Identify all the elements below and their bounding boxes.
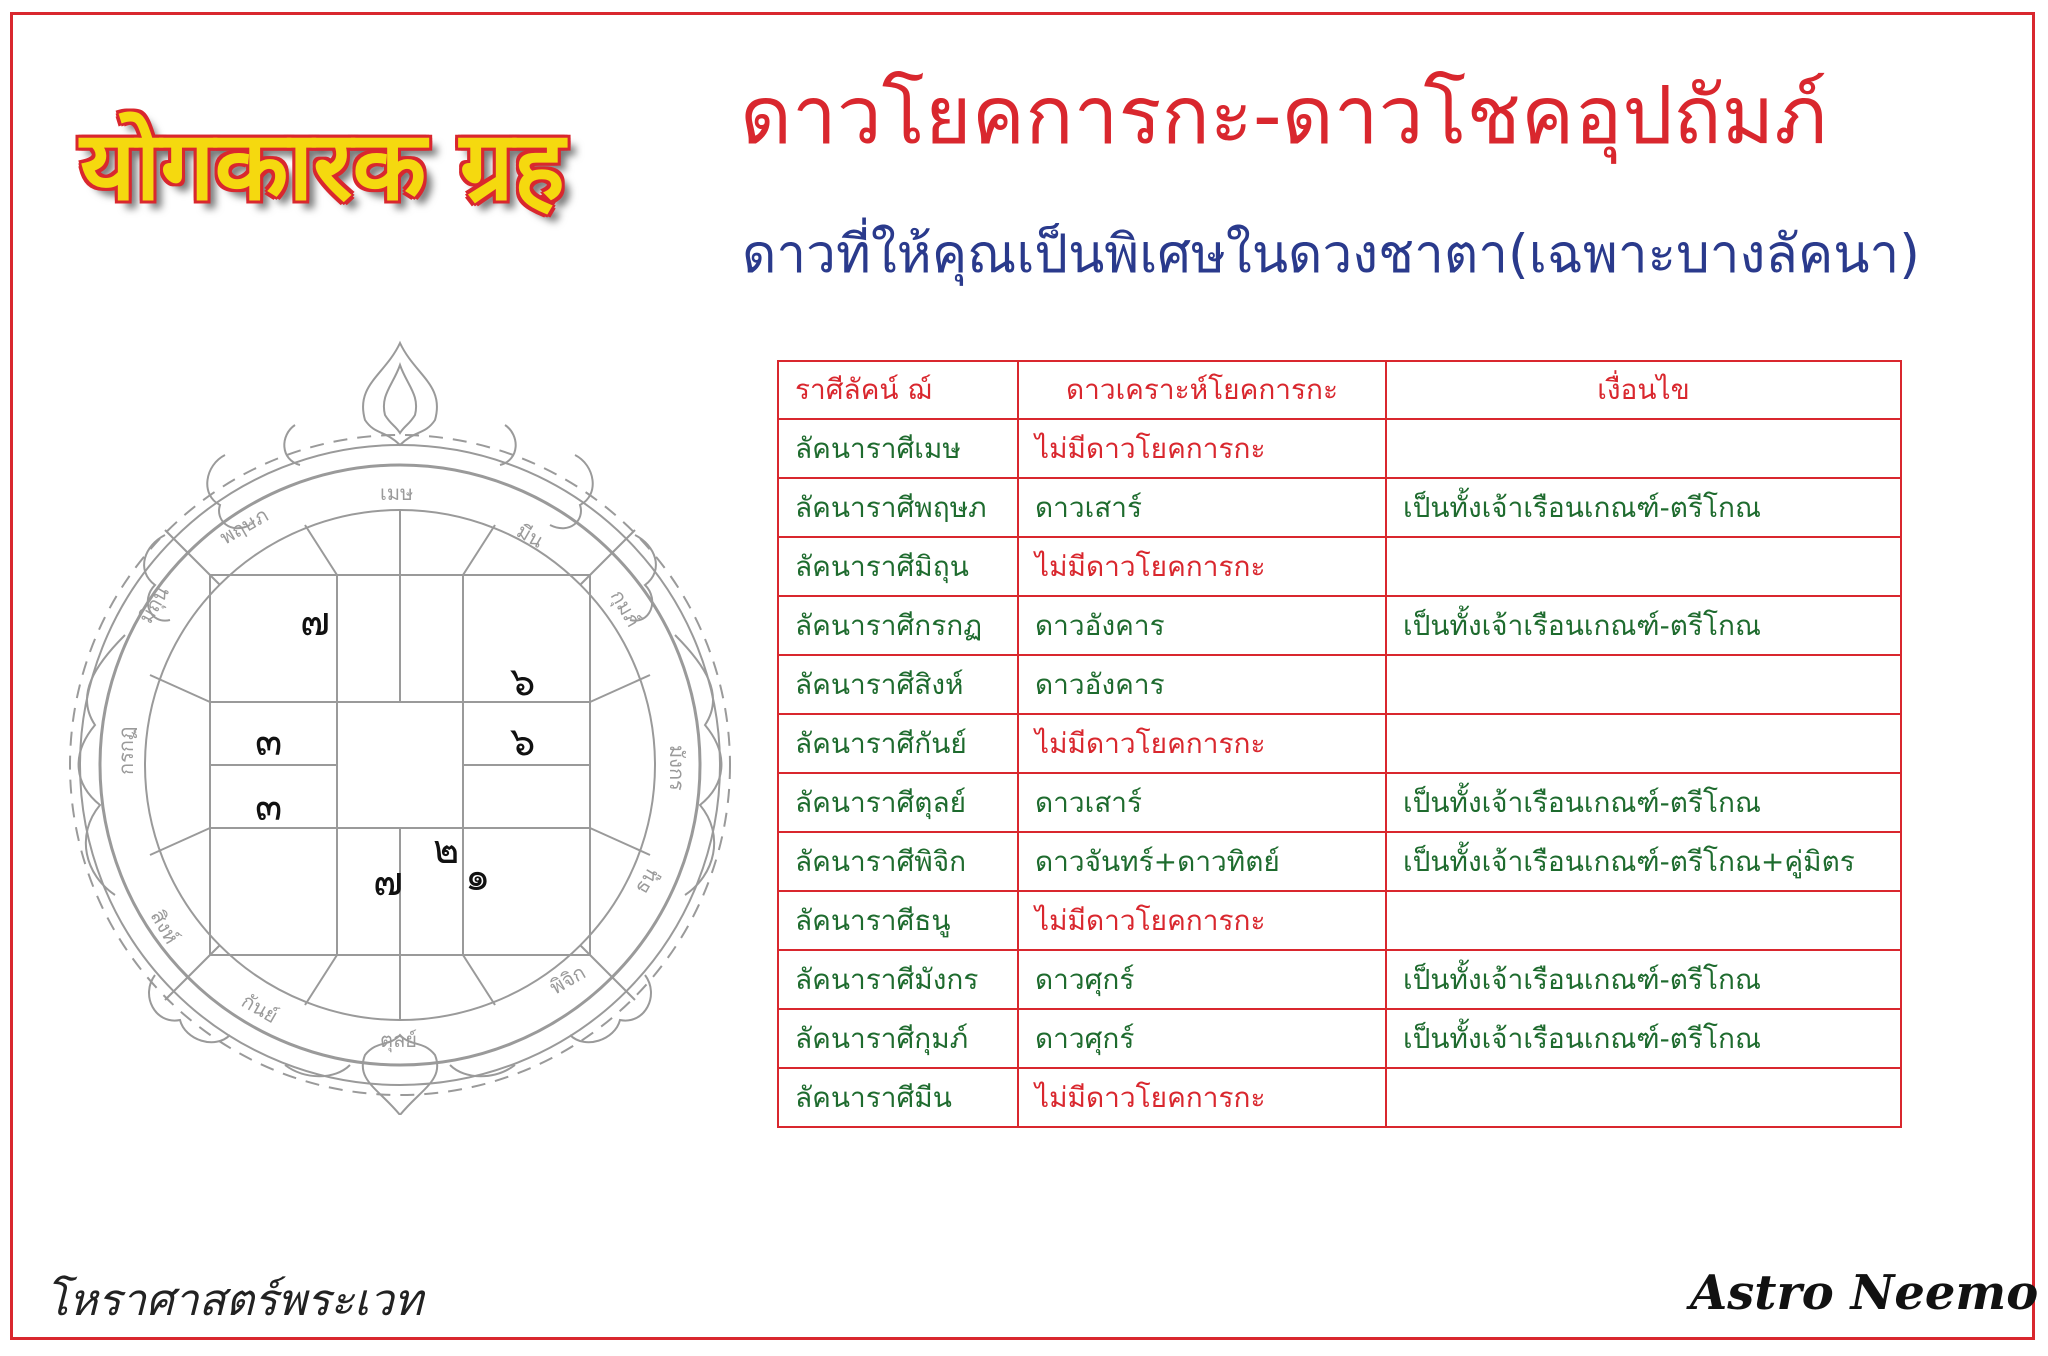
condition-cell <box>1386 714 1901 773</box>
table-row <box>778 773 1901 832</box>
rasi-label-mithuna: มิถุน <box>133 581 174 628</box>
condition-cell: เป็นทั้งเจ้าเรือนเกณฑ์-ตรีโกณ <box>1386 478 1901 537</box>
condition-cell: เป็นทั้งเจ้าเรือนเกณฑ์-ตรีโกณ <box>1386 773 1901 832</box>
house-number: ๒ <box>433 827 460 873</box>
footer-left-text: โหราศาสตร์พระเวท <box>45 1275 423 1326</box>
condition-cell <box>1386 537 1901 596</box>
planet-cell: ดาวอังคาร <box>1018 655 1386 714</box>
table-row <box>778 419 1901 478</box>
lagna-cell: ลัคนาราศีพิจิก <box>778 832 1018 891</box>
house-number: ๗ <box>373 859 404 905</box>
lagna-cell: ลัคนาราศีสิงห์ <box>778 655 1018 714</box>
table-row <box>778 1009 1901 1068</box>
table-row <box>778 478 1901 537</box>
table-header-row <box>778 361 1901 419</box>
table-row <box>778 714 1901 773</box>
table-row <box>778 950 1901 1009</box>
condition-cell <box>1386 655 1901 714</box>
lagna-cell: ลัคนาราศีกุมภ์ <box>778 1009 1018 1068</box>
rasi-label-mesha: เมษ <box>380 481 414 505</box>
yogakaraka-table <box>777 360 1902 1128</box>
lagna-cell: ลัคนาราศีกันย์ <box>778 714 1018 773</box>
rasi-label-simha: สิงห์ <box>145 905 185 948</box>
house-number: ๑ <box>465 854 491 900</box>
lagna-cell: ลัคนาราศีตุลย์ <box>778 773 1018 832</box>
house-number: ๗ <box>300 599 331 645</box>
rasi-label-vrischika: พิจิก <box>545 960 590 1000</box>
rasi-label-dhanu: ธนู <box>628 863 663 898</box>
rasi-label-tula: ตุลย์ <box>380 1028 417 1052</box>
house-number: ๓ <box>255 719 283 765</box>
rasi-label-kanya: กันย์ <box>237 988 282 1029</box>
lagna-cell: ลัคนาราศีมังกร <box>778 950 1018 1009</box>
lagna-cell: ลัคนาราศีพฤษภ <box>778 478 1018 537</box>
planet-cell: ไม่มีดาวโยคการกะ <box>1018 891 1386 950</box>
planet-cell: ดาวเสาร์ <box>1018 478 1386 537</box>
rasi-label-karkata: กรกฏ <box>114 726 138 775</box>
lagna-cell: ลัคนาราศีกรกฏ <box>778 596 1018 655</box>
lagna-cell: ลัคนาราศีมีน <box>778 1068 1018 1127</box>
planet-cell: ดาวอังคาร <box>1018 596 1386 655</box>
hindi-title: योगकारक ग्रह <box>80 110 565 222</box>
planet-cell: ไม่มีดาวโยคการกะ <box>1018 537 1386 596</box>
planet-cell: ไม่มีดาวโยคการกะ <box>1018 419 1386 478</box>
planet-cell: ดาวศุกร์ <box>1018 1009 1386 1068</box>
condition-cell: เป็นทั้งเจ้าเรือนเกณฑ์-ตรีโกณ <box>1386 596 1901 655</box>
condition-cell: เป็นทั้งเจ้าเรือนเกณฑ์-ตรีโกณ <box>1386 950 1901 1009</box>
table-row <box>778 832 1901 891</box>
lagna-cell: ลัคนาราศีธนู <box>778 891 1018 950</box>
rasi-label-vrishabha: พฤษภ <box>215 502 273 550</box>
condition-cell <box>1386 1068 1901 1127</box>
lagna-cell: ลัคนาราศีมิถุน <box>778 537 1018 596</box>
header-planet: ดาวเคราะห์โยคการกะ <box>1018 361 1386 419</box>
condition-cell: เป็นทั้งเจ้าเรือนเกณฑ์-ตรีโกณ+คู่มิตร <box>1386 832 1901 891</box>
horoscope-chart-svg <box>55 335 745 1115</box>
horoscope-chart <box>55 335 745 1115</box>
planet-cell: ดาวศุกร์ <box>1018 950 1386 1009</box>
rasi-label-kumbha: กุมภ์ <box>605 585 646 631</box>
header-lagna: ราศีลัคน์ ฌ์ <box>778 361 1018 419</box>
house-number: ๓ <box>255 784 283 830</box>
table-row <box>778 596 1901 655</box>
condition-cell: เป็นทั้งเจ้าเรือนเกณฑ์-ตรีโกณ <box>1386 1009 1901 1068</box>
planet-cell: ดาวจันทร์+ดาวทิตย์ <box>1018 832 1386 891</box>
table-row <box>778 891 1901 950</box>
condition-cell <box>1386 891 1901 950</box>
lagna-cell: ลัคนาราศีเมษ <box>778 419 1018 478</box>
header-condition: เงื่อนไข <box>1386 361 1901 419</box>
footer-brand: Astro Neemo <box>1690 1265 2039 1321</box>
sub-title: ดาวที่ให้คุณเป็นพิเศษในดวงชาตา(เฉพาะบางลัคนา) <box>742 224 1920 285</box>
house-number: ๖ <box>510 659 536 705</box>
rasi-label-makara: มังกร <box>665 745 689 791</box>
table-row <box>778 655 1901 714</box>
table-row <box>778 1068 1901 1127</box>
planet-cell: ดาวเสาร์ <box>1018 773 1386 832</box>
planet-cell: ไม่มีดาวโยคการกะ <box>1018 714 1386 773</box>
condition-cell <box>1386 419 1901 478</box>
rasi-label-meena: มีน <box>512 518 548 553</box>
table-row <box>778 537 1901 596</box>
main-title: ดาวโยคการกะ-ดาวโชคอุปถัมภ์ <box>740 69 1828 162</box>
house-number: ๖ <box>510 719 536 765</box>
planet-cell: ไม่มีดาวโยคการกะ <box>1018 1068 1386 1127</box>
